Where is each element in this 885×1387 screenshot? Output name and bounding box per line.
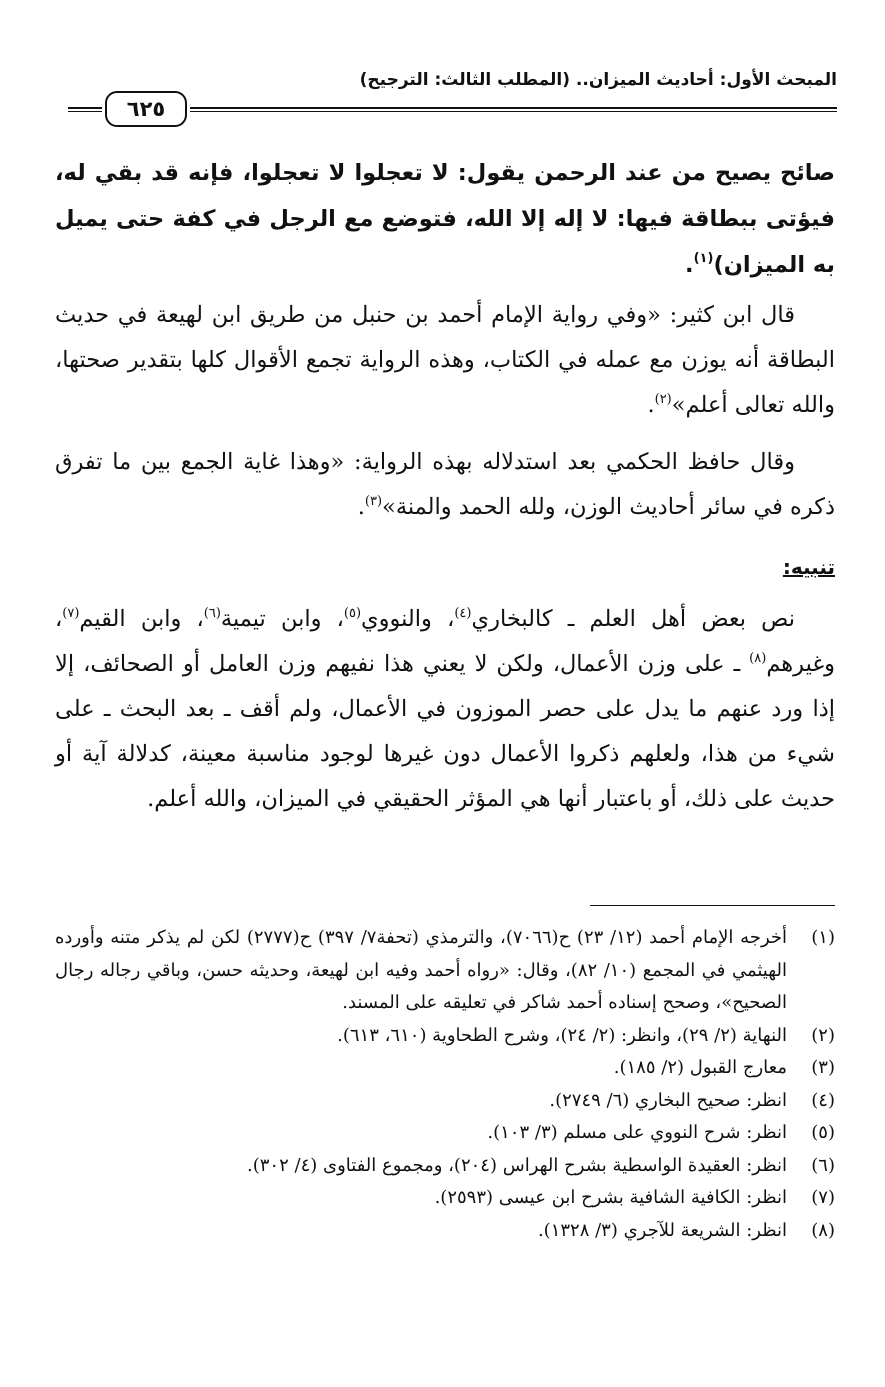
- hadith-quote-text: صائح يصيح من عند الرحمن يقول: لا تعجلوا لا تعجلوا، فإنه قد بقي له، فيؤتى ببطاقة فيها: لا إله إلا الله، فتوضع مع الرجل في كفة حتى يميل به الميزان): [55, 160, 835, 278]
- header-rule-thin: [190, 111, 837, 112]
- hakami-text: وقال حافظ الحكمي بعد استدلاله بهذه الرواية: «وهذا غاية الجمع بين ما تفرق ذكره في سائر أحاديث الوزن، ولله الحمد والمنة»: [55, 449, 835, 520]
- footnote-ref-3: (٣): [364, 494, 383, 509]
- footnote-text: انظر: العقيدة الواسطية بشرح الهراس (٢٠٤)، ومجموع الفتاوى (٤/ ٣٠٢).: [247, 1154, 787, 1176]
- footnote-ref-4: (٤): [454, 606, 472, 621]
- hakami-paragraph: [55, 440, 835, 530]
- footnote-number: (١): [811, 927, 835, 948]
- footnote-text: أخرجه الإمام أحمد (١٢/ ٢٣) ح(٧٠٦٦)، والترمذي (تحفة٧/ ٣٩٧) ح(٢٧٧٧) لكن لم يذكر متنه وأورده الهيثمي في المجمع (١٠/ ٨٢)، وقال: «رواه أحمد وفيه ابن لهيعة، وحديثه حسن، وباقي رجاله رجال الصحيح»، وصحح إسناده أحمد شاكر في تعليقه على المسند.: [55, 927, 787, 1013]
- footnote-ref-2: (٢): [654, 392, 672, 407]
- hadith-quote-paragraph: [55, 150, 835, 288]
- footnote-number: (٥): [811, 1122, 835, 1143]
- footnote-item: [55, 1215, 835, 1248]
- footnote-separator: [590, 905, 835, 906]
- period: .: [357, 494, 365, 520]
- footnote-item: [55, 1052, 835, 1085]
- notice-text: ، وغيرهم: [55, 606, 835, 677]
- footnote-text: معارج القبول (٢/ ١٨٥).: [613, 1057, 787, 1078]
- footnote-text: انظر: شرح النووي على مسلم (٣/ ١٠٣).: [487, 1122, 787, 1143]
- footnote-number: (٤): [811, 1089, 835, 1111]
- footnote-ref-5: (٥): [343, 606, 362, 621]
- footnotes-list: [55, 922, 835, 1247]
- footnote-number: (٣): [811, 1057, 835, 1078]
- notice-text: ، والنووي: [361, 606, 455, 632]
- notice-paragraph: [55, 597, 835, 822]
- footnote-number: (٧): [811, 1187, 835, 1208]
- footnote-item: [55, 1085, 835, 1118]
- footnote-text: النهاية (٢/ ٢٩)، وانظر: (٢/ ٢٤)، وشرح الطحاوية (٦١٠، ٦١٣).: [337, 1024, 787, 1046]
- ibn-kathir-paragraph: [55, 293, 835, 428]
- footnote-number: (٢): [811, 1024, 835, 1046]
- footnote-item: [55, 1182, 835, 1215]
- footnote-text: انظر: صحيح البخاري (٦/ ٢٧٤٩).: [549, 1089, 787, 1111]
- footnote-ref-6: (٦): [203, 606, 221, 621]
- footnote-item: [55, 1117, 835, 1150]
- header-rule: [190, 107, 837, 109]
- period: .: [685, 252, 694, 278]
- footnote-item: [55, 922, 835, 1020]
- notice-text: نص بعض أهل العلم ـ كالبخاري: [471, 606, 795, 632]
- running-header-title: المبحث الأول: أحاديث الميزان.. (المطلب الثالث: الترجيح): [359, 70, 837, 90]
- ibn-kathir-text: قال ابن كثير: «وفي رواية الإمام أحمد بن حنبل من طريق ابن لهيعة في حديث البطاقة أنه يوزن مع عمله في الكتاب، وهذه الرواية تجمع الأقوال كلها بتقدير صحتها، والله تعالى أعلم»: [55, 302, 835, 418]
- footnote-text: انظر: الشريعة للآجري (٣/ ١٣٢٨).: [537, 1219, 787, 1241]
- notice-heading: تنبيه:: [782, 555, 835, 579]
- header-rule-left-thin: [68, 111, 102, 112]
- footnote-number: (٨): [811, 1219, 835, 1241]
- footnote-item: [55, 1150, 835, 1183]
- header-rule-left: [68, 107, 102, 109]
- notice-text: ، وابن تيمية: [220, 606, 344, 632]
- page-number: ٦٢٥: [105, 91, 187, 127]
- footnote-number: (٦): [811, 1154, 835, 1176]
- footnote-ref-8: (٨): [749, 651, 767, 666]
- notice-text: ، وابن القيم: [79, 606, 204, 632]
- footnote-item: [55, 1020, 835, 1053]
- footnote-text: انظر: الكافية الشافية بشرح ابن عيسى (٢٥٩٣).: [434, 1187, 787, 1208]
- period: .: [647, 392, 655, 418]
- footnote-ref-7: (٧): [62, 606, 80, 621]
- footnote-ref-1: (١): [693, 251, 714, 266]
- notice-text: ـ على وزن الأعمال، ولكن لا يعني هذا نفيهم وزن العامل أو الصحائف، إلا إذا ورد عنهم ما يدل على حصر الموزون في الأعمال، ولم أقف ـ بعد البحث ـ على شيء من هذا، ولعلهم ذكروا الأعمال دون غيرها لوجود مناسبة معينة، كدلالة آية أو حديث على ذلك، أو باعتبار أنها هي المؤثر الحقيقي في الميزان، والله أعلم.: [55, 651, 835, 812]
